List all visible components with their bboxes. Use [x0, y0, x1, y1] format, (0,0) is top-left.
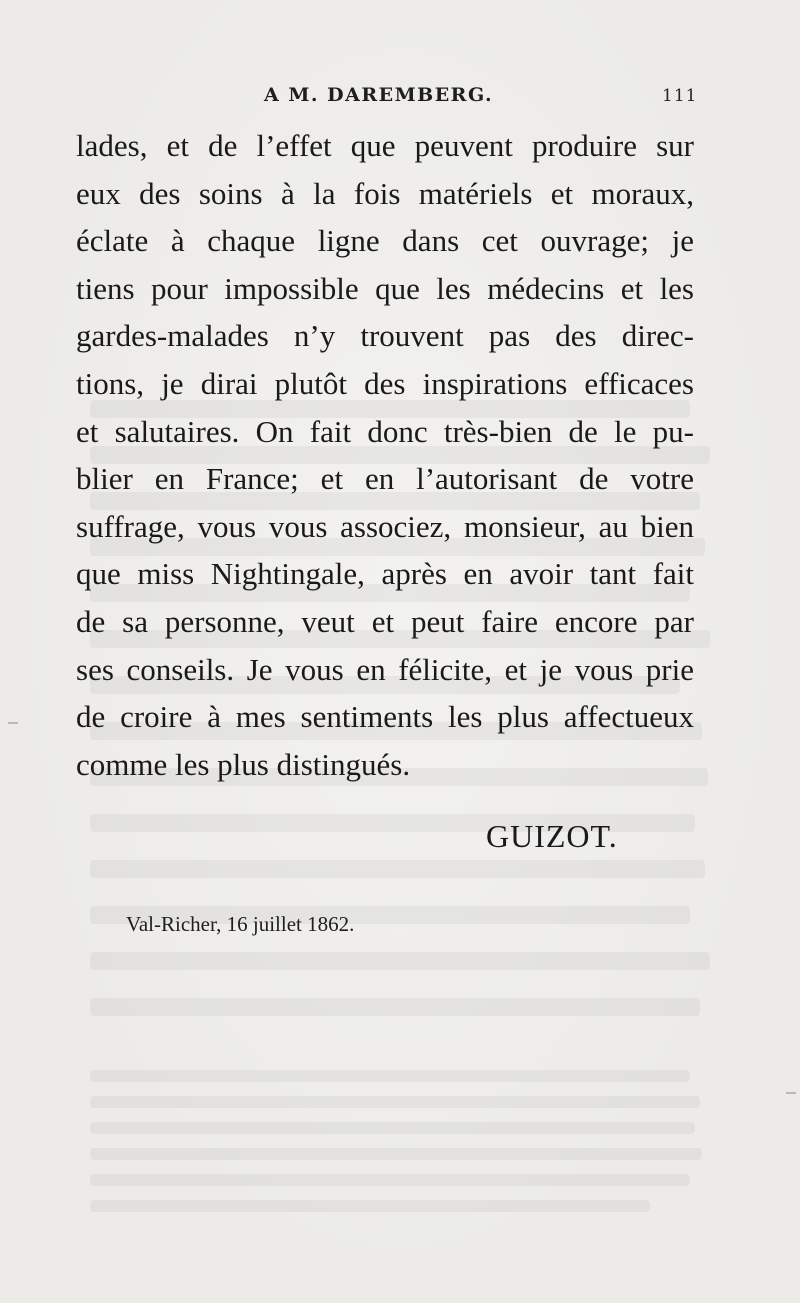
page-edge-mark: [786, 1092, 796, 1094]
text-line: gardes-malades n’y trouvent pas des direc-: [76, 318, 694, 354]
text-line: blier en France; et en l’autorisant de votre: [76, 461, 694, 497]
text-line: ses conseils. Je vous en félicite, et je vous prie: [76, 651, 694, 687]
body-paragraph: [76, 122, 694, 788]
text-line: de croire à mes sentiments les plus affectueux: [76, 699, 694, 735]
text-line: de sa personne, veut et peut faire encore par: [76, 603, 694, 639]
page-number: 111: [662, 86, 698, 106]
text-line-last: comme les plus distingués.: [76, 746, 411, 782]
text-line: lades, et de l’effet que peuvent produire sur: [76, 128, 694, 163]
text-line: éclate à chaque ligne dans cet ouvrage; je: [76, 223, 694, 259]
text-line: tiens pour impossible que les médecins et les: [76, 270, 694, 306]
text-line: eux des soins à la fois matériels et moraux,: [76, 175, 694, 211]
running-head-title: A M. DAREMBERG.: [264, 84, 494, 106]
dateline: Val-Richer, 16 juillet 1862.: [126, 912, 355, 936]
text-line: tions, je dirai plutôt des inspirations efficaces: [76, 365, 694, 401]
running-head: [0, 84, 800, 114]
signature: GUIZOT.: [486, 818, 618, 854]
text-line: que miss Nightingale, après en avoir tant fait: [76, 556, 694, 592]
text-line: suffrage, vous vous associez, monsieur, au bien: [76, 508, 694, 544]
text-line: et salutaires. On fait donc très-bien de le pu-: [76, 413, 694, 449]
page-edge-mark: [8, 722, 18, 724]
